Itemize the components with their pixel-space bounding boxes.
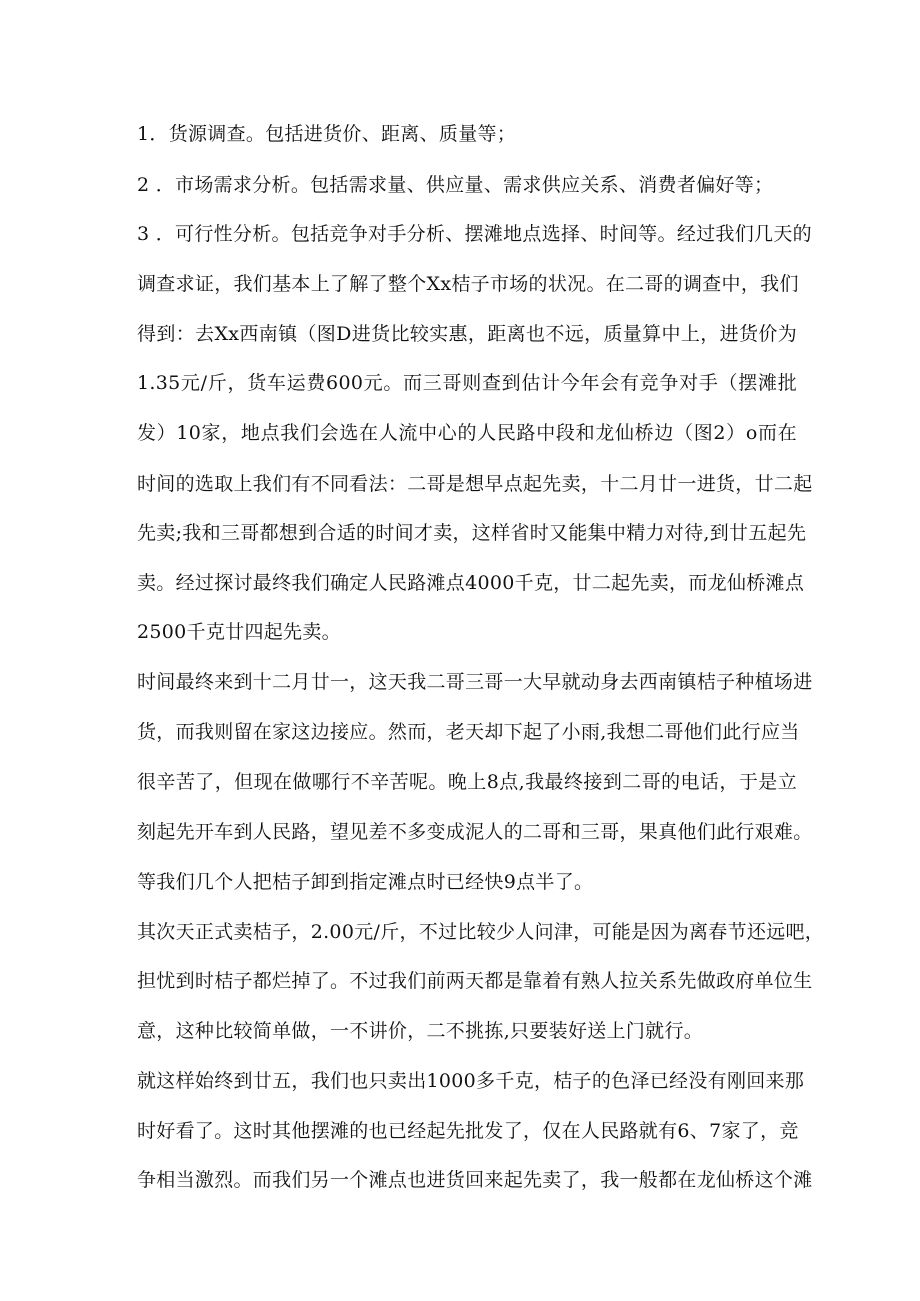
paragraph-line: 先卖;我和三哥都想到合适的时间才卖，这样省时又能集中精力对待,到廿五起先 xyxy=(137,522,807,544)
paragraph-line: 时间的选取上我们有不同看法：二哥是想早点起先卖，十二月廿一进货，廿二起 xyxy=(137,473,813,495)
paragraph-line: 得到：去Xx西南镇（图D进货比较实惠，距离也不远，质量算中上，进货价为 xyxy=(137,323,797,345)
paragraph-line: 货，而我则留在家这边接应。然而，老天却下起了小雨,我想二哥他们此行应当 xyxy=(137,721,800,743)
paragraph-line: 刻起先开车到人民路，望见差不多变成泥人的二哥和三哥，果真他们此行艰难。 xyxy=(137,821,813,843)
paragraph-line: 争相当激烈。而我们另一个滩点也进货回来起先卖了，我一般都在龙仙桥这个滩 xyxy=(137,1169,813,1191)
paragraph-line: 等我们几个人把桔子卸到指定滩点时已经快9点半了。 xyxy=(137,871,594,893)
paragraph-line: 3 ．可行性分析。包括竞争对手分析、摆滩地点选择、时间等。经过我们几天的 xyxy=(137,223,812,245)
paragraph-line: 其次天正式卖桔子，2.00元/斤，不过比较少人问津，可能是因为离春节还远吧， xyxy=(137,921,825,943)
paragraph-line: 卖。经过探讨最终我们确定人民路滩点4000千克，廿二起先卖，而龙仙桥滩点 xyxy=(137,572,805,594)
paragraph-line: 意，这种比较简单做，一不讲价，二不挑拣,只要装好送上门就行。 xyxy=(137,1020,704,1042)
paragraph-line: 调查求证，我们基本上了解了整个Xx桔子市场的状况。在二哥的调查中，我们 xyxy=(137,273,799,295)
paragraph-line: 1.35元/斤，货车运费600元。而三哥则查到估计今年会有竞争对手（摆滩批 xyxy=(137,372,797,394)
paragraph-line: 发）10家，地点我们会选在人流中心的人民路中段和龙仙桥边（图2）o而在 xyxy=(137,422,797,444)
paragraph-line: 时好看了。这时其他摆滩的也已经起先批发了，仅在人民路就有6、7家了，竞 xyxy=(137,1120,799,1142)
list-item-1: 1．货源调查。包括进货价、距离、质量等； xyxy=(137,123,517,145)
paragraph-line: 很辛苦了，但现在做哪行不辛苦呢。晚上8点,我最终接到二哥的电话，于是立 xyxy=(137,771,797,793)
paragraph-line: 就这样始终到廿五，我们也只卖出1000多千克，桔子的色泽已经没有刚回来那 xyxy=(137,1070,805,1092)
paragraph-line: 2500千克廿四起先卖。 xyxy=(137,621,341,643)
paragraph-line: 时间最终来到十二月廿一，这天我二哥三哥一大早就动身去西南镇桔子种植场进 xyxy=(137,671,813,693)
list-item-2: 2 ．市场需求分析。包括需求量、供应量、需求供应关系、消费者偏好等； xyxy=(137,174,774,196)
paragraph-line: 担忧到时桔子都烂掉了。不过我们前两天都是靠着有熟人拉关系先做政府单位生 xyxy=(137,970,813,992)
